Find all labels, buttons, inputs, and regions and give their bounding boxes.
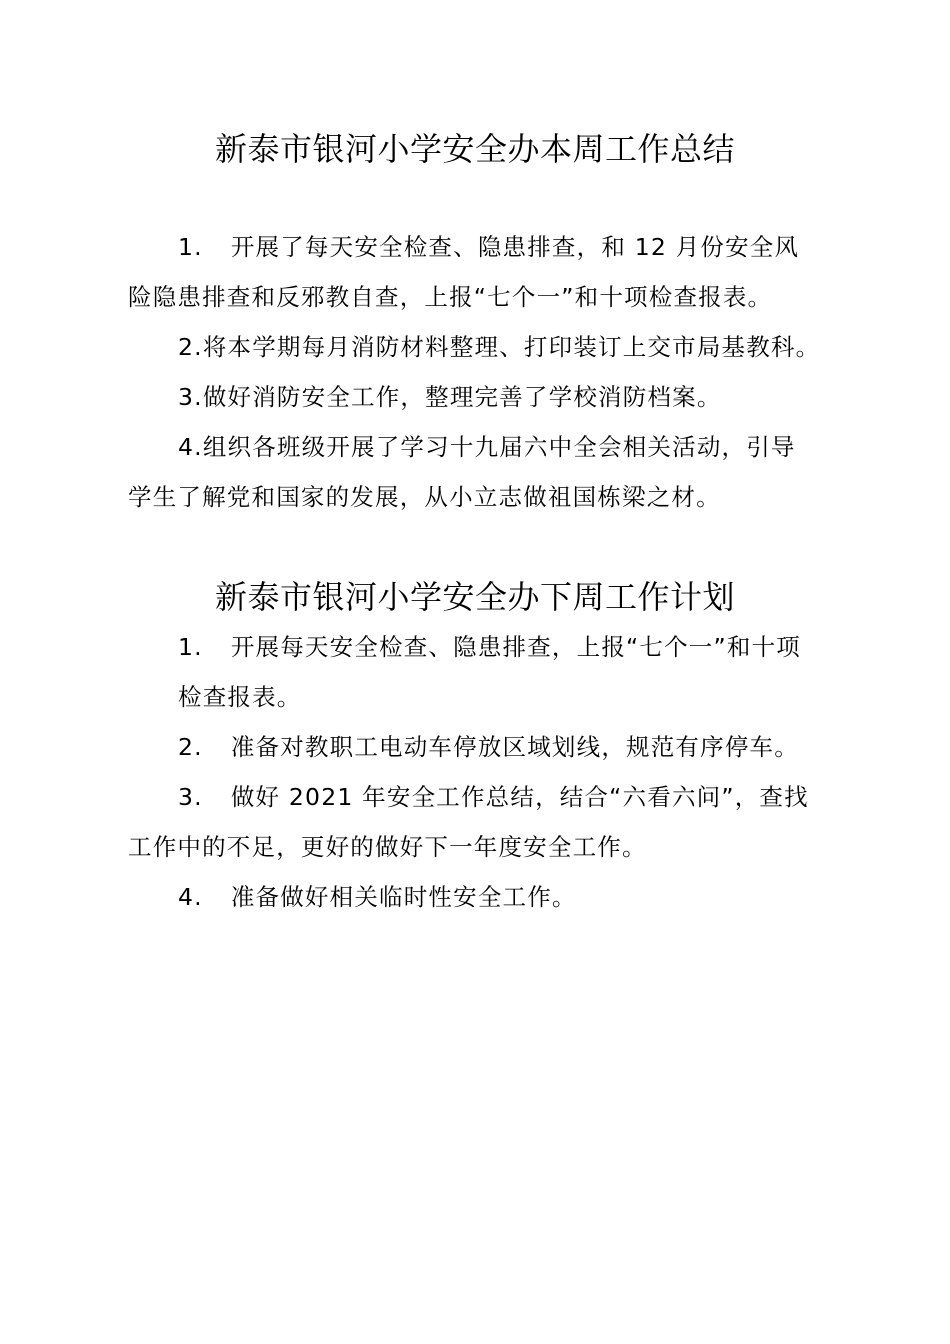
plan-item-3 (128, 772, 828, 872)
plan-item-1 (128, 622, 828, 722)
summary-item-1-line2: 险隐患排查和反邪教自查，上报“七个一”和十项检查报表。 (128, 283, 773, 311)
summary-item-1 (128, 222, 828, 322)
summary-item-3-line1: 3.做好消防安全工作，整理完善了学校消防档案。 (178, 383, 722, 411)
plan-item-3-line1: 做好 2021 年安全工作总结，结合“六看六问”，查找 (230, 783, 809, 811)
plan-item-4 (128, 872, 828, 922)
plan-item-4-line1: 准备做好相关临时性安全工作。 (230, 883, 577, 911)
summary-item-1-line1: 开展了每天安全检查、隐患排查，和 12 月份安全风 (230, 233, 800, 261)
summary-item-4-line2: 学生了解党和国家的发展，从小立志做祖国栋梁之材。 (128, 483, 721, 511)
plan-item-2 (128, 722, 828, 772)
plan-item-2-line1: 准备对教职工电动车停放区域划线，规范有序停车。 (230, 733, 799, 761)
plan-item-3-number: 3. (178, 783, 203, 811)
summary-item-2-line1: 2.将本学期每月消防材料整理、打印装订上交市局基教科。 (178, 333, 821, 361)
plan-item-1-line2: 检查报表。 (178, 683, 302, 711)
plan-title: 新泰市银河小学安全办下周工作计划 (214, 578, 735, 616)
summary-title: 新泰市银河小学安全办本周工作总结 (214, 130, 735, 168)
plan-item-3-line2: 工作中的不足，更好的做好下一年度安全工作。 (128, 833, 647, 861)
summary-item-1-number: 1. (178, 233, 203, 261)
summary-item-2 (128, 322, 828, 372)
summary-item-3 (128, 372, 828, 422)
summary-item-4 (128, 422, 828, 522)
plan-item-1-number: 1. (178, 633, 203, 661)
plan-item-2-number: 2. (178, 733, 203, 761)
summary-item-4-line1: 4.组织各班级开展了学习十九届六中全会相关活动，引导 (178, 433, 796, 461)
plan-item-1-line1: 开展每天安全检查、隐患排查，上报“七个一”和十项 (230, 633, 801, 661)
plan-item-4-number: 4. (178, 883, 203, 911)
